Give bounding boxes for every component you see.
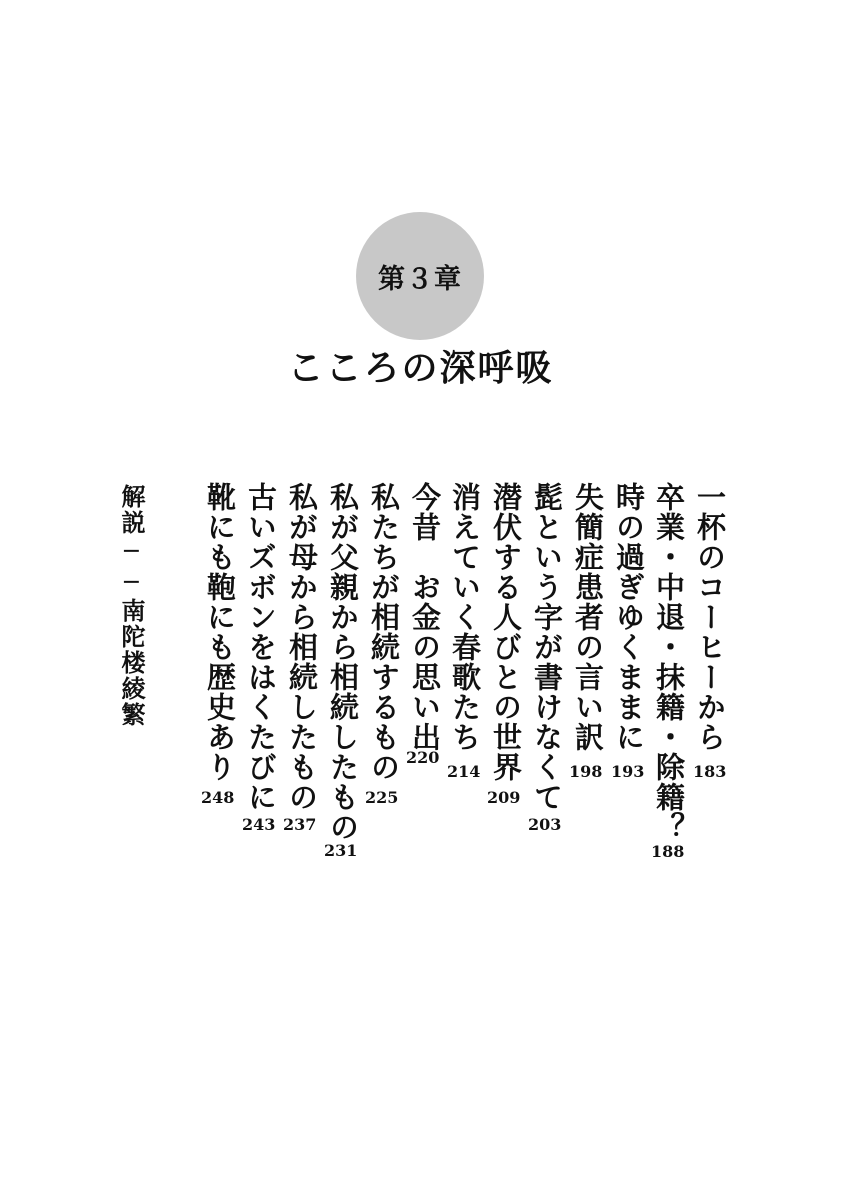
- toc-entry-title: 一杯のコーヒーから: [693, 482, 727, 752]
- toc-entry-page: 225: [365, 788, 399, 807]
- commentary-entry[interactable]: 解説──南陀楼綾繁: [117, 484, 146, 728]
- toc-entry-page: 243: [242, 815, 276, 834]
- toc-entry-page: 248: [201, 788, 235, 807]
- toc-entry-title: 私が父親から相続したもの: [326, 482, 360, 842]
- toc-entry-page: 237: [283, 815, 317, 834]
- toc-entry-page: 231: [324, 841, 358, 860]
- toc-entry-title: 時の過ぎゆくままに: [612, 482, 646, 752]
- toc-entry-title: 髭という字が書けなくて: [530, 482, 564, 812]
- chapter-badge: [356, 212, 484, 340]
- toc-entry-page: 214: [447, 762, 481, 781]
- toc-entry-page: 193: [611, 762, 645, 781]
- toc-entry-page: 188: [651, 842, 685, 861]
- toc-entry-page: 220: [406, 748, 440, 767]
- toc-entry-title: 今昔 お金の思い出: [408, 482, 442, 752]
- toc-entry-title: 古いズボンをはくたびに: [244, 482, 278, 812]
- toc-entry-page: 203: [528, 815, 562, 834]
- toc-entry-page: 198: [569, 762, 603, 781]
- toc-entry-title: 失簡症患者の言い訳: [571, 482, 605, 752]
- chapter-title: こころの深呼吸: [287, 347, 554, 389]
- toc-entry-page: 183: [693, 762, 727, 781]
- toc-entry-title: 靴にも鞄にも歴史あり: [203, 482, 237, 782]
- toc-entry-title: 卒業・中退・抹籍・除籍？: [652, 482, 686, 842]
- toc-entry-title: 消えていく春歌たち: [448, 482, 482, 752]
- toc-entry-title: 私が母から相続したもの: [285, 482, 319, 812]
- toc-entry-page: 209: [487, 788, 521, 807]
- chapter-label: 第３章: [378, 263, 462, 295]
- toc-entry-title: 私たちが相続するもの: [367, 482, 401, 782]
- toc-entry-title: 潜伏する人びとの世界: [489, 482, 523, 782]
